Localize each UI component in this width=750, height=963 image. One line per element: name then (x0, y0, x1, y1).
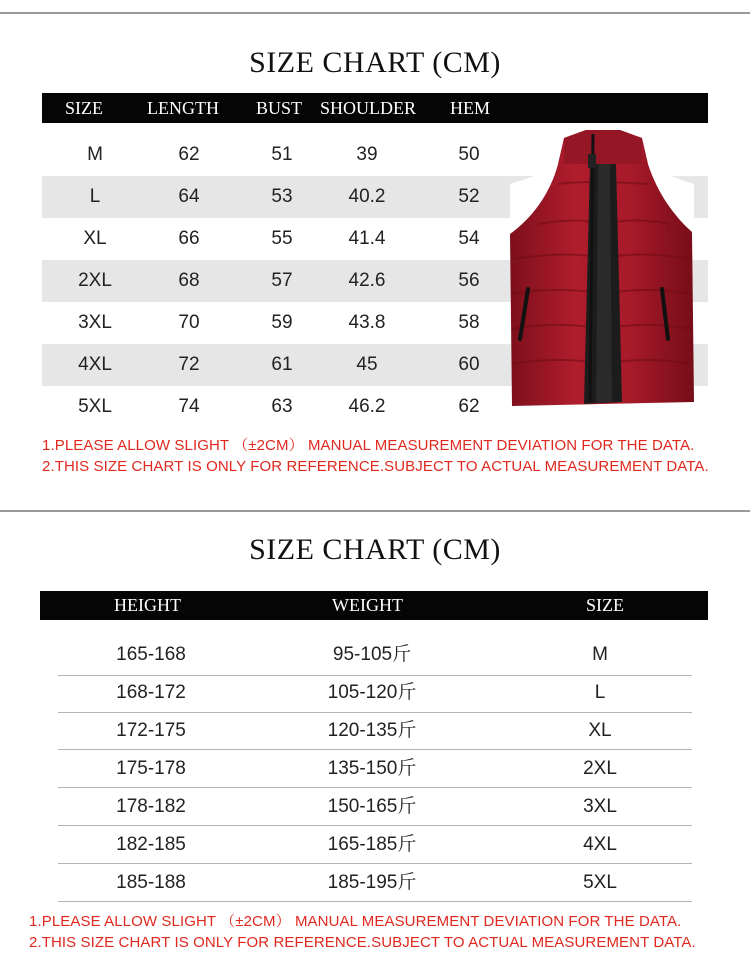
red-puffer-vest-image (498, 124, 708, 414)
measurement-table-header (42, 93, 708, 123)
cell-size: L (594, 682, 606, 703)
cell-size: M (592, 644, 608, 665)
cell-weight: 105-120斤 (327, 682, 417, 703)
cell-height: 168-172 (116, 682, 186, 703)
header-size: SIZE (65, 98, 103, 118)
cell-height: 172-175 (116, 720, 186, 741)
cell-height: 182-185 (116, 834, 186, 855)
middle-divider (0, 510, 750, 512)
cell-shoulder: 42.6 (348, 270, 386, 291)
header-height: HEIGHT (114, 595, 181, 615)
table-row (58, 864, 692, 902)
header-size-2: SIZE (586, 595, 624, 615)
table-row (58, 636, 692, 674)
cell-weight: 165-185斤 (327, 834, 417, 855)
height-weight-table-header (40, 591, 708, 620)
cell-hem: 56 (458, 270, 480, 291)
cell-size: 4XL (78, 354, 112, 375)
table-row (58, 826, 692, 864)
table-row (58, 674, 692, 712)
top-divider (0, 12, 750, 14)
cell-size: 3XL (583, 796, 617, 817)
cell-height: 185-188 (116, 872, 186, 893)
header-hem: HEM (450, 98, 490, 118)
cell-bust: 59 (271, 312, 293, 333)
header-weight: WEIGHT (332, 595, 403, 615)
cell-bust: 51 (271, 144, 293, 165)
cell-weight: 135-150斤 (327, 758, 417, 779)
cell-length: 66 (178, 228, 200, 249)
header-shoulder: SHOULDER (320, 98, 417, 118)
cell-size: 3XL (78, 312, 112, 333)
cell-shoulder: 39 (356, 144, 378, 165)
cell-height: 178-182 (116, 796, 186, 817)
cell-size: 5XL (583, 872, 617, 893)
cell-shoulder: 43.8 (348, 312, 386, 333)
cell-hem: 60 (458, 354, 480, 375)
cell-bust: 63 (271, 396, 293, 417)
cell-size: XL (588, 720, 612, 741)
cell-bust: 57 (271, 270, 293, 291)
cell-shoulder: 46.2 (348, 396, 386, 417)
cell-size: L (89, 186, 101, 207)
cell-size: 4XL (583, 834, 617, 855)
cell-size: 5XL (78, 396, 112, 417)
size-chart-title: SIZE CHART (CM) (249, 46, 501, 79)
measurement-note-3: 1.PLEASE ALLOW SLIGHT （±2CM） MANUAL MEASUREMENT DEVIATION FOR THE DATA. (29, 913, 682, 930)
cell-hem: 52 (458, 186, 480, 207)
header-bust: BUST (256, 98, 303, 118)
cell-shoulder: 45 (356, 354, 378, 375)
cell-hem: 62 (458, 396, 480, 417)
cell-hem: 50 (458, 144, 480, 165)
cell-size: XL (83, 228, 107, 249)
cell-size: M (87, 144, 103, 165)
cell-weight: 95-105斤 (332, 644, 412, 665)
cell-weight: 150-165斤 (327, 796, 417, 817)
cell-bust: 55 (271, 228, 293, 249)
cell-weight: 185-195斤 (327, 872, 417, 893)
table-row (58, 712, 692, 750)
cell-height: 165-168 (116, 644, 186, 665)
cell-length: 68 (178, 270, 200, 291)
measurement-note-4: 2.THIS SIZE CHART IS ONLY FOR REFERENCE.SUBJECT TO ACTUAL MEASUREMENT DATA. (29, 934, 696, 951)
cell-shoulder: 40.2 (348, 186, 386, 207)
cell-length: 72 (178, 354, 200, 375)
cell-bust: 53 (271, 186, 293, 207)
cell-weight: 120-135斤 (327, 720, 417, 741)
cell-length: 74 (178, 396, 200, 417)
cell-bust: 61 (271, 354, 293, 375)
cell-shoulder: 41.4 (348, 228, 386, 249)
measurement-note-1: 1.PLEASE ALLOW SLIGHT （±2CM） MANUAL MEASUREMENT DEVIATION FOR THE DATA. (42, 437, 695, 454)
cell-size: 2XL (78, 270, 112, 291)
header-length: LENGTH (147, 98, 219, 118)
size-chart-title-2: SIZE CHART (CM) (249, 533, 501, 566)
cell-length: 62 (178, 144, 200, 165)
cell-size: 2XL (583, 758, 617, 779)
cell-hem: 54 (458, 228, 480, 249)
measurement-note-2: 2.THIS SIZE CHART IS ONLY FOR REFERENCE.SUBJECT TO ACTUAL MEASUREMENT DATA. (42, 458, 709, 475)
table-row (58, 750, 692, 788)
row-separator (58, 901, 692, 902)
cell-hem: 58 (458, 312, 480, 333)
cell-length: 64 (178, 186, 200, 207)
table-row (58, 788, 692, 826)
cell-length: 70 (178, 312, 200, 333)
cell-height: 175-178 (116, 758, 186, 779)
